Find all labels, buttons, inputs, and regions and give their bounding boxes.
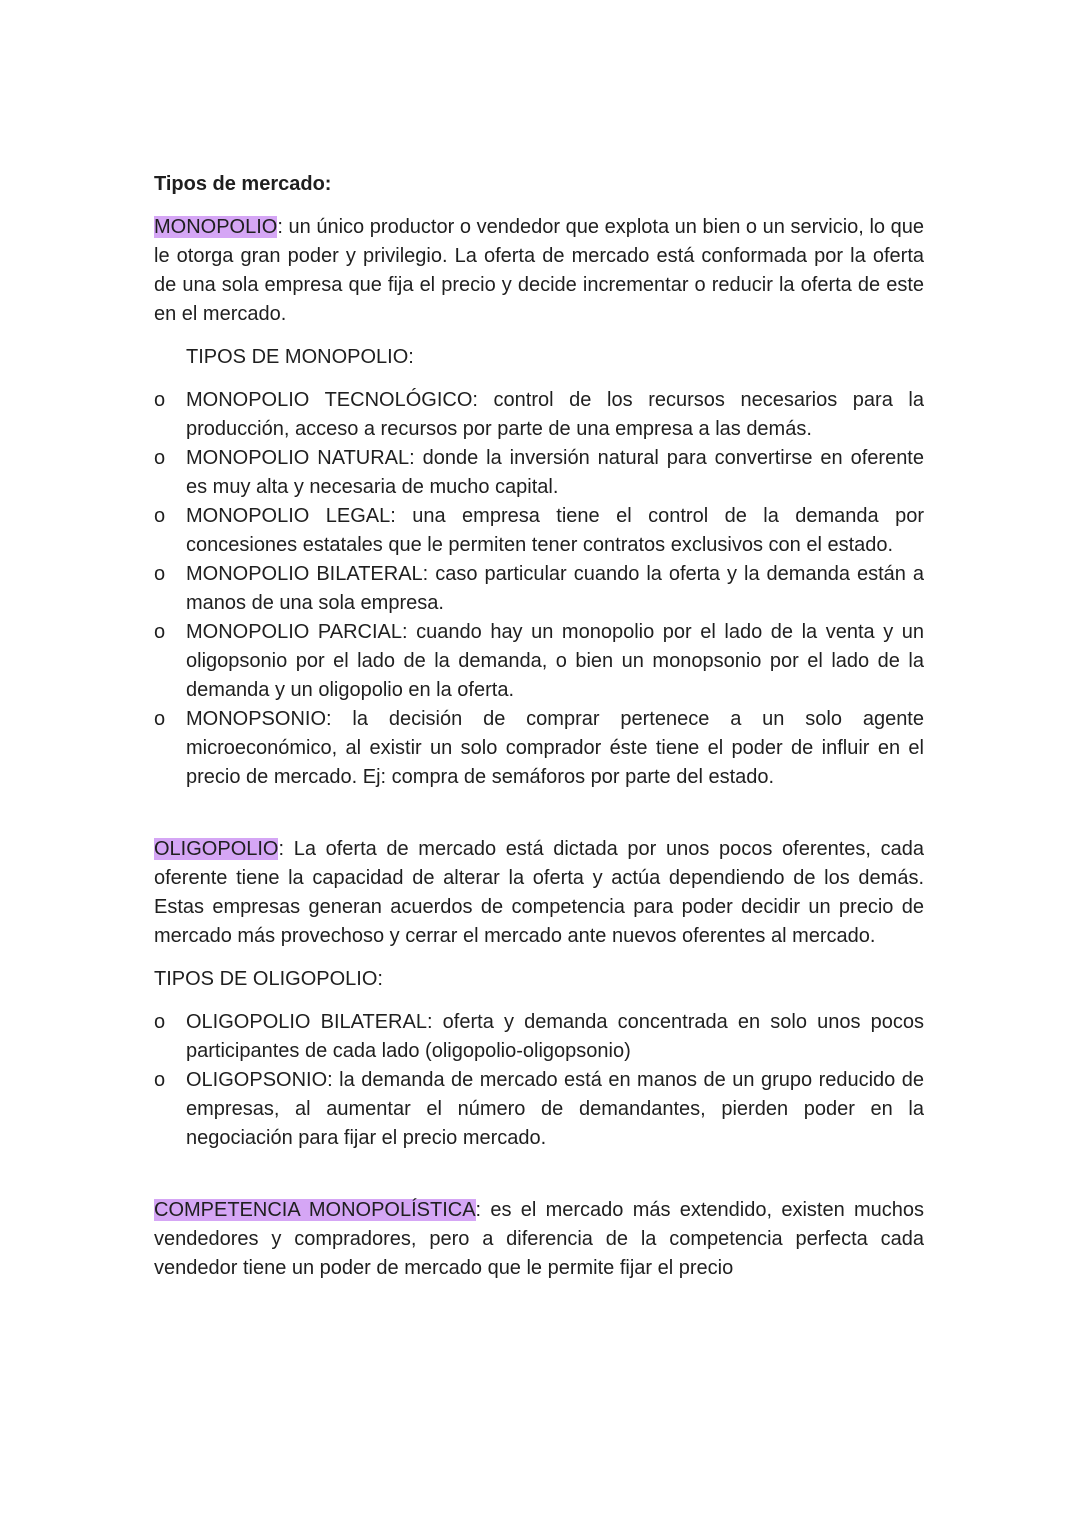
list-item: [154, 705, 924, 792]
oligopolio-definition: : La oferta de mercado está dictada por unos pocos oferentes, cada oferente tiene la capacidad de alterar la oferta y actúa dependiendo de los demás. Estas empresas generan acuerdos de competencia para poder decidir un precio de mercado más provechoso y cerrar el mercado ante nuevos oferentes al mercado.: [154, 838, 924, 947]
list-item-text: OLIGOPSONIO: la demanda de mercado está en manos de un grupo reducido de empresas, al aumentar el número de demandantes, pierden poder en la negociación para fijar el precio mercado.: [186, 1069, 924, 1149]
list-item: [154, 502, 924, 560]
list-item: [154, 618, 924, 705]
bullet-marker: o: [154, 708, 166, 730]
bullet-marker: o: [154, 621, 166, 643]
bullet-marker: o: [154, 1011, 166, 1033]
list-item: [154, 386, 924, 444]
list-item-text: MONOPOLIO BILATERAL: caso particular cuando la oferta y la demanda están a manos de una sola empresa.: [186, 563, 924, 614]
monopolio-types-heading: TIPOS DE MONOPOLIO:: [186, 346, 414, 368]
oligopolio-types-list: [154, 1008, 924, 1153]
competencia-definition: : es el mercado más extendido, existen muchos vendedores y compradores, pero a diferencia de la competencia perfecta cada vendedor tiene un poder de mercado que le permite fijar el precio: [154, 1199, 924, 1279]
bullet-marker: o: [154, 563, 166, 585]
page-title: Tipos de mercado:: [154, 173, 332, 195]
competencia-paragraph: [154, 1196, 924, 1283]
monopolio-types-list: [154, 386, 924, 792]
list-item: [154, 1008, 924, 1066]
list-item: [154, 1066, 924, 1153]
section-spacer: [154, 1153, 924, 1196]
list-item: [154, 560, 924, 618]
list-item-text: MONOPOLIO LEGAL: una empresa tiene el control de la demanda por concesiones estatales que le permiten tener contratos exclusivos con el estado.: [186, 505, 924, 556]
list-item-text: OLIGOPOLIO BILATERAL: oferta y demanda concentrada en solo unos pocos participantes de cada lado (oligopolio-oligopsonio): [186, 1011, 924, 1062]
monopolio-definition: : un único productor o vendedor que explota un bien o un servicio, lo que le otorga gran poder y privilegio. La oferta de mercado está conformada por la oferta de una sola empresa que fija el precio y decide incrementar o reducir la oferta de este en el mercado.: [154, 216, 924, 325]
bullet-marker: o: [154, 1069, 166, 1091]
oligopolio-types-heading: TIPOS DE OLIGOPOLIO:: [154, 968, 383, 990]
section-spacer: [154, 792, 924, 835]
list-item: [154, 444, 924, 502]
bullet-marker: o: [154, 505, 166, 527]
list-item-text: MONOPOLIO NATURAL: donde la inversión natural para convertirse en oferente es muy alta y necesaria de mucho capital.: [186, 447, 924, 498]
list-item-text: MONOPSONIO: la decisión de comprar pertenece a un solo agente microeconómico, al existir un solo comprador éste tiene el poder de influir en el precio de mercado. Ej: compra de semáforos por parte del estado.: [186, 708, 924, 788]
oligopolio-paragraph: [154, 835, 924, 951]
monopolio-term-highlight: MONOPOLIO: [154, 216, 278, 238]
bullet-marker: o: [154, 447, 166, 469]
list-item-text: MONOPOLIO PARCIAL: cuando hay un monopolio por el lado de la venta y un oligopsonio por el lado de la demanda, o bien un monopsonio por el lado de la demanda y un oligopolio en la oferta.: [186, 621, 924, 701]
bullet-marker: o: [154, 389, 166, 411]
competencia-term-highlight: COMPETENCIA MONOPOLÍSTICA: [154, 1199, 476, 1221]
monopolio-paragraph: [154, 213, 924, 329]
oligopolio-term-highlight: OLIGOPOLIO: [154, 838, 279, 860]
document-content: [154, 170, 924, 1283]
list-item-text: MONOPOLIO TECNOLÓGICO: control de los recursos necesarios para la producción, acceso a recursos por parte de una empresa a las demás.: [186, 389, 924, 440]
